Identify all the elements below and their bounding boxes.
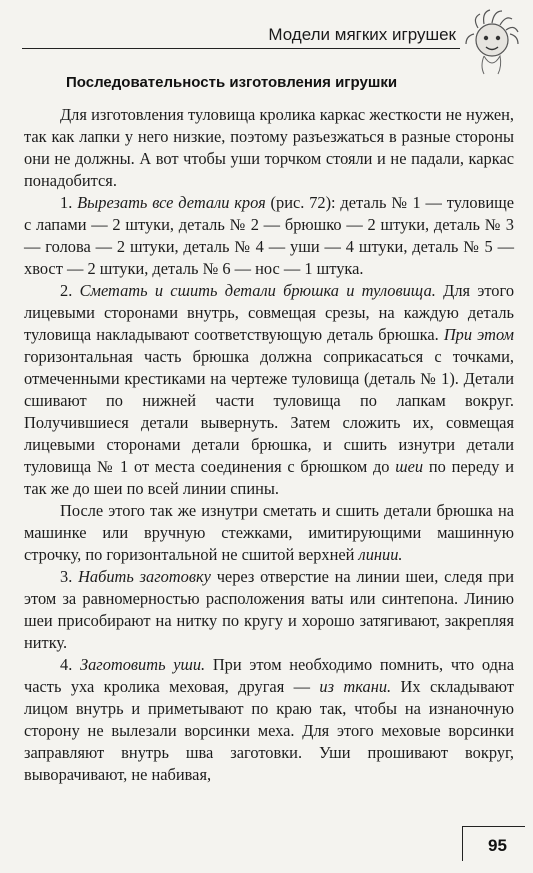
- section-heading: Последовательность изготовления игрушки: [66, 74, 398, 91]
- body-text: [24, 104, 514, 786]
- header-title: Модели мягких игрушек: [268, 25, 456, 44]
- paragraph-step-2-cont: После этого так же изнутри сметать и сшить детали брюшка на машинке или вручную стежками, имитирующими машинную строчку, по горизонтальной не сшитой верхней линии.: [24, 501, 514, 564]
- doll-illustration: [460, 6, 524, 78]
- running-header: [22, 22, 460, 49]
- paragraph-step-2: 2. Сметать и сшить детали брюшка и туловища. Для этого лицевыми сторонами внутрь, совмещая срезы, на каждую деталь туловища накладывают соответствующую деталь брюшка. При этом горизонтальная часть брюшка должна соприкасаться с точками, отмеченными крестиками на чертеже туловища (деталь № 1). Детали сшивают по нижней части туловища по лапкам вокруг. Получившиеся детали вывернуть. Затем сложить их, совмещая лицевыми сторонами детали брюшка, и сшить изнутри детали туловища № 1 от места соединения с брюшком до шеи по переду и так же до шеи по всей линии спины.: [24, 281, 515, 498]
- paragraph-intro: Для изготовления туловища кролика каркас жесткости не нужен, так как лапки у него низкие, поэтому разъезжаться в разные стороны они не должны. А вот чтобы уши торчком стояли и не падали, каркас понадобится.: [24, 105, 514, 190]
- paragraph-step-4: 4. Заготовить уши. При этом необходимо помнить, что одна часть уха кролика меховая, другая — из ткани. Их складывают лицом внутрь и приметывают по краю так, чтобы на изнаночную сторону не вылезали ворсинки меха. Для этого меховые ворсинки заправляют внутрь шва заготовки. Уши прошивают вокруг, выворачивают, не набивая,: [24, 655, 515, 784]
- paragraph-step-1: 1. Вырезать все детали кроя (рис. 72): деталь № 1 — туловище с лапами — 2 штуки, деталь № 2 — брюшко — 2 штуки, деталь № 3 — голова — 2 штуки, деталь № 4 — уши — 4 штуки, деталь № 5 — хвост — 2 штуки, деталь № 6 — нос — 1 штука.: [24, 193, 514, 278]
- paragraph-step-3: 3. Набить заготовку через отверстие на линии шеи, следя при этом за равномерностью расположения ваты или синтепона. Линию шеи присобирают на нитку по кругу и хорошо затягивают, закрепляя нитку.: [24, 567, 515, 652]
- page-number: 95: [488, 836, 507, 855]
